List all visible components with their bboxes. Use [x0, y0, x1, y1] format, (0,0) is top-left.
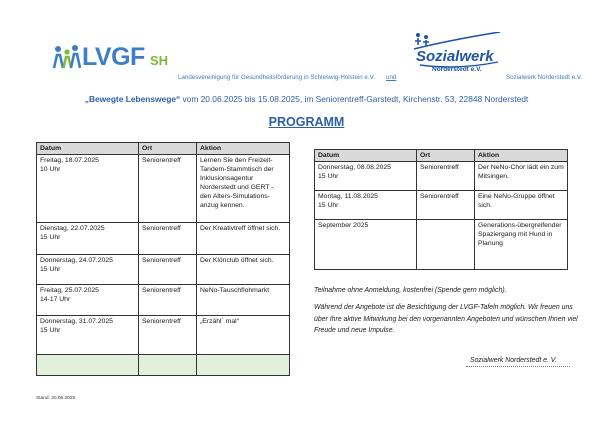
date-cell — [37, 223, 139, 255]
event-details: vom 20.06.2025 bis 15.08.2025, im Seniorentreff-Garstedt, Kirchenstr. 53, 22848 Norderstedt — [180, 94, 529, 104]
date-text: September 2025 — [318, 222, 369, 229]
time-text: 15 Uhr — [318, 202, 339, 209]
table-row — [37, 316, 290, 355]
time-text: 10 Uhr — [40, 166, 61, 173]
place-cell: Seniorentreff — [139, 285, 197, 316]
date-text: Freitag, 25.07.2025 — [40, 287, 99, 294]
event-headline — [0, 94, 613, 105]
lvgf-logo-suffix: SH — [150, 53, 169, 68]
column-header-date: Datum — [37, 143, 139, 155]
stand-date: Stand: 20.06.2025 — [36, 396, 76, 401]
table-row — [315, 191, 568, 220]
signature: Sozialwerk Norderstedt e. V. — [470, 357, 557, 364]
table-row — [37, 255, 290, 285]
event-name: „Bewegte Lebenswege“ — [84, 94, 181, 104]
sozialwerk-full-name: Sozialwerk Norderstedt e.V. — [506, 74, 583, 81]
action-cell: „Erzähl´ mal“ — [197, 316, 290, 355]
table-row — [315, 220, 568, 270]
date-text: Montag, 11.08.2025 — [318, 193, 378, 200]
time-text: 15 Uhr — [40, 234, 61, 241]
date-text: Donnerstag, 24.07.2025 — [40, 257, 113, 264]
table-header-row — [37, 143, 290, 155]
schedule-table-right — [314, 149, 568, 270]
table-row-empty — [37, 355, 290, 376]
action-cell: Eine NeNo-Gruppe öffnet sich. — [475, 191, 568, 220]
empty-cell — [197, 355, 290, 376]
column-header-date: Datum — [315, 150, 417, 162]
date-text: Dienstag, 22.07.2025 — [40, 225, 105, 232]
place-cell: Seniorentreff — [417, 191, 475, 220]
date-cell — [315, 191, 417, 220]
table-row — [37, 285, 290, 316]
table-row — [315, 162, 568, 191]
sozialwerk-logo-title: Sozialwerk — [416, 48, 494, 65]
action-cell: Der NeNo-Chor lädt ein zum Mitsingen. — [475, 162, 568, 191]
column-header-action: Aktion — [475, 150, 568, 162]
empty-cell — [139, 355, 197, 376]
people-figures-icon — [52, 44, 82, 70]
place-cell — [417, 220, 475, 270]
time-text: 15 Uhr — [318, 173, 339, 180]
column-header-place: Ort — [139, 143, 197, 155]
time-text: 15 Uhr — [40, 266, 61, 273]
sozialwerk-logo-subtitle: Norderstedt e.V. — [432, 66, 482, 73]
time-text: 14-17 Uhr — [40, 296, 71, 303]
table-header-row — [315, 150, 568, 162]
date-text: Freitag, 18.07.2025 — [40, 157, 99, 164]
place-cell: Seniorentreff — [139, 316, 197, 355]
column-header-place: Ort — [417, 150, 475, 162]
time-text: 15 Uhr — [40, 327, 61, 334]
lvgf-logo — [52, 42, 172, 72]
date-text: Donnerstag, 08.08.2025 — [318, 164, 391, 171]
and-label: und — [386, 74, 397, 81]
action-cell: Lernen Sie den Freizeit-Tandem-Stammtisch der Inklusionsagentur Norderstedt und GERT - den Alters-Simulations-anzug kennen. — [197, 155, 290, 223]
date-cell — [37, 285, 139, 316]
place-cell: Seniorentreff — [139, 155, 197, 223]
schedule-table-left — [36, 142, 290, 376]
table-row — [37, 223, 290, 255]
registration-note: Teilnahme ohne Anmeldung, kostenfrei (Spende gern möglich). — [314, 287, 507, 294]
place-cell: Seniorentreff — [139, 255, 197, 285]
action-cell: NeNo-Tauschflohmarkt — [197, 285, 290, 316]
info-paragraph: Während der Angebote ist die Besichtigung der LVGF-Tafeln möglich. Wir freuen uns über Ihre aktive Mitwirkung bei den vorgenannten Angeboten und wünschen Ihnen viel Freude und neue Impulse. — [314, 304, 578, 334]
place-cell: Seniorentreff — [139, 223, 197, 255]
date-cell — [315, 220, 417, 270]
sozialwerk-logo — [410, 32, 502, 76]
date-cell — [315, 162, 417, 191]
date-cell — [37, 255, 139, 285]
lvgf-logo-word: LVGF — [82, 43, 145, 71]
column-header-action: Aktion — [197, 143, 290, 155]
action-cell: Der Kreativtreff öffnet sich. — [197, 223, 290, 255]
place-cell: Seniorentreff — [417, 162, 475, 191]
date-cell — [37, 155, 139, 223]
program-title: PROGRAMM — [268, 115, 345, 129]
action-cell: Generations-übergreifender Spaziergang mit Hund in Planung — [475, 220, 568, 270]
action-cell: Der Klönclub öffnet sich. — [197, 255, 290, 285]
empty-cell — [37, 355, 139, 376]
date-cell — [37, 316, 139, 355]
lvgf-full-name: Landesvereinigung für Gesundheitsförderung in Schleswig-Holstein e.V. — [178, 74, 375, 81]
date-text: Donnerstag, 31.07.2025 — [40, 318, 113, 325]
table-row — [37, 155, 290, 223]
signature-line — [466, 366, 570, 367]
